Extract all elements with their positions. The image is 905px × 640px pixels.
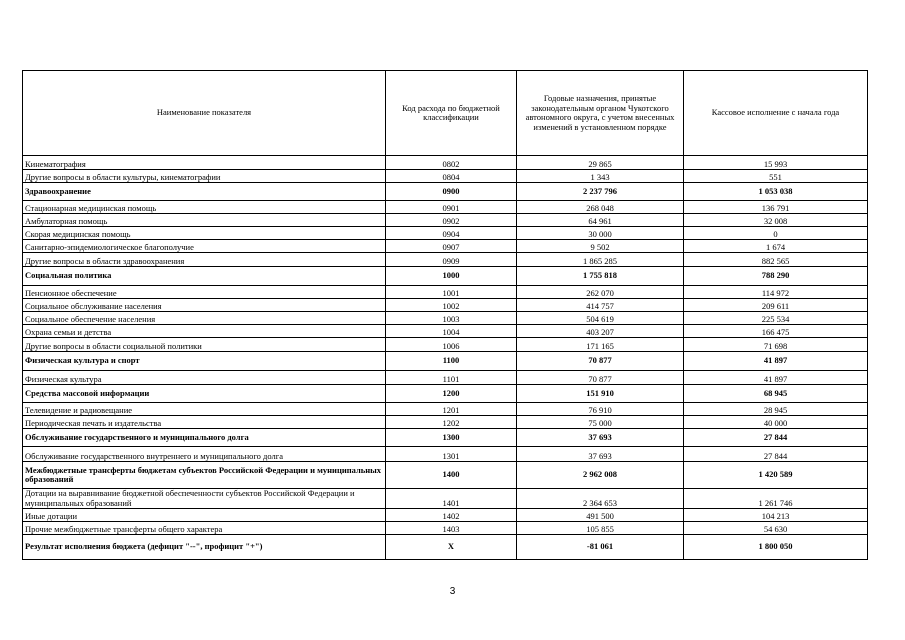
header-planned: Годовые назначения, принятые законодательным органом Чукотского автономного округа, с учетом внесенных изменений в установленном порядке	[517, 71, 684, 156]
cell-name: Пенсионное обеспечение	[23, 286, 386, 299]
cell-executed: 209 611	[684, 299, 868, 312]
cell-name: Скорая медицинская помощь	[23, 227, 386, 240]
cell-planned: 1 755 818	[517, 267, 684, 286]
cell-planned: 414 757	[517, 299, 684, 312]
cell-executed: 41 897	[684, 352, 868, 371]
section-row	[23, 267, 868, 286]
cell-code: 1101	[386, 371, 517, 385]
cell-name: Обслуживание государственного и муниципального долга	[23, 429, 386, 447]
table-row	[23, 299, 868, 312]
cell-name: Другие вопросы в области культуры, кинематографии	[23, 170, 386, 183]
cell-executed: 41 897	[684, 371, 868, 385]
cell-code: 0904	[386, 227, 517, 240]
cell-planned: 403 207	[517, 325, 684, 338]
cell-name: Физическая культура	[23, 371, 386, 385]
cell-executed: 136 791	[684, 201, 868, 214]
cell-executed: 1 053 038	[684, 183, 868, 201]
section-row	[23, 385, 868, 403]
cell-code: X	[386, 535, 517, 560]
cell-code: 1006	[386, 338, 517, 352]
cell-name: Периодическая печать и издательства	[23, 416, 386, 429]
cell-planned: -81 061	[517, 535, 684, 560]
cell-planned: 70 877	[517, 371, 684, 385]
table-row	[23, 447, 868, 462]
cell-code: 1401	[386, 489, 517, 509]
cell-name: Межбюджетные трансферты бюджетам субъектов Российской Федерации и муниципальных образований	[23, 462, 386, 489]
cell-planned: 30 000	[517, 227, 684, 240]
cell-executed: 1 261 746	[684, 489, 868, 509]
cell-executed: 32 008	[684, 214, 868, 227]
cell-executed: 225 534	[684, 312, 868, 325]
cell-executed: 114 972	[684, 286, 868, 299]
cell-name: Амбулаторная помощь	[23, 214, 386, 227]
cell-executed: 882 565	[684, 253, 868, 267]
cell-code: 1200	[386, 385, 517, 403]
table-row	[23, 416, 868, 429]
cell-planned: 29 865	[517, 156, 684, 170]
cell-executed: 15 993	[684, 156, 868, 170]
cell-name: Дотации на выравнивание бюджетной обеспеченности субъектов Российской Федерации и муниципальных образований	[23, 489, 386, 509]
cell-name: Другие вопросы в области социальной политики	[23, 338, 386, 352]
table-body	[23, 156, 868, 560]
cell-executed: 0	[684, 227, 868, 240]
cell-name: Другие вопросы в области здравоохранения	[23, 253, 386, 267]
header-executed: Кассовое исполнение с начала года	[684, 71, 868, 156]
cell-name: Результат исполнения бюджета (дефицит "--", профицит "+")	[23, 535, 386, 560]
cell-executed: 166 475	[684, 325, 868, 338]
cell-planned: 70 877	[517, 352, 684, 371]
cell-executed: 40 000	[684, 416, 868, 429]
cell-code: 0804	[386, 170, 517, 183]
cell-code: 0901	[386, 201, 517, 214]
table-row	[23, 240, 868, 253]
table-row	[23, 489, 868, 509]
cell-planned: 2 364 653	[517, 489, 684, 509]
cell-code: 1001	[386, 286, 517, 299]
cell-name: Обслуживание государственного внутреннего и муниципального долга	[23, 447, 386, 462]
cell-planned: 75 000	[517, 416, 684, 429]
cell-executed: 104 213	[684, 509, 868, 522]
cell-planned: 37 693	[517, 447, 684, 462]
cell-name: Физическая культура и спорт	[23, 352, 386, 371]
cell-planned: 64 961	[517, 214, 684, 227]
table-row	[23, 371, 868, 385]
cell-executed: 71 698	[684, 338, 868, 352]
cell-code: 0909	[386, 253, 517, 267]
cell-name: Санитарно-эпидемиологическое благополучие	[23, 240, 386, 253]
table-row	[23, 338, 868, 352]
table-header-row	[23, 71, 868, 156]
cell-code: 1000	[386, 267, 517, 286]
cell-code: 1402	[386, 509, 517, 522]
header-code: Код расхода по бюджетной классификации	[386, 71, 517, 156]
section-row	[23, 352, 868, 371]
cell-code: 1004	[386, 325, 517, 338]
table-row	[23, 170, 868, 183]
cell-planned: 9 502	[517, 240, 684, 253]
cell-planned: 151 910	[517, 385, 684, 403]
cell-executed: 788 290	[684, 267, 868, 286]
table-row	[23, 522, 868, 535]
cell-name: Средства массовой информации	[23, 385, 386, 403]
table-row	[23, 325, 868, 338]
table-row	[23, 253, 868, 267]
cell-executed: 551	[684, 170, 868, 183]
section-row	[23, 429, 868, 447]
cell-planned: 262 070	[517, 286, 684, 299]
page-number: 3	[449, 586, 456, 597]
cell-name: Стационарная медицинская помощь	[23, 201, 386, 214]
cell-executed: 68 945	[684, 385, 868, 403]
cell-executed: 27 844	[684, 447, 868, 462]
cell-executed: 1 674	[684, 240, 868, 253]
cell-planned: 76 910	[517, 403, 684, 416]
section-row	[23, 535, 868, 560]
cell-name: Социальная политика	[23, 267, 386, 286]
cell-code: 0907	[386, 240, 517, 253]
cell-planned: 2 962 008	[517, 462, 684, 489]
cell-name: Социальное обслуживание населения	[23, 299, 386, 312]
cell-planned: 1 865 285	[517, 253, 684, 267]
cell-executed: 28 945	[684, 403, 868, 416]
cell-planned: 37 693	[517, 429, 684, 447]
cell-name: Телевидение и радиовещание	[23, 403, 386, 416]
cell-executed: 1 800 050	[684, 535, 868, 560]
table-row	[23, 227, 868, 240]
table-row	[23, 156, 868, 170]
table-row	[23, 509, 868, 522]
cell-planned: 1 343	[517, 170, 684, 183]
cell-name: Иные дотации	[23, 509, 386, 522]
table-row	[23, 286, 868, 299]
cell-code: 1400	[386, 462, 517, 489]
cell-planned: 171 165	[517, 338, 684, 352]
table-row	[23, 201, 868, 214]
cell-code: 0902	[386, 214, 517, 227]
cell-code: 1003	[386, 312, 517, 325]
cell-code: 1300	[386, 429, 517, 447]
cell-code: 1403	[386, 522, 517, 535]
budget-table	[22, 70, 868, 560]
cell-name: Кинематография	[23, 156, 386, 170]
table-row	[23, 403, 868, 416]
cell-code: 1301	[386, 447, 517, 462]
cell-name: Социальное обеспечение населения	[23, 312, 386, 325]
cell-code: 1202	[386, 416, 517, 429]
cell-code: 0802	[386, 156, 517, 170]
cell-planned: 491 500	[517, 509, 684, 522]
cell-planned: 105 855	[517, 522, 684, 535]
cell-code: 1100	[386, 352, 517, 371]
section-row	[23, 183, 868, 201]
section-row	[23, 462, 868, 489]
cell-planned: 2 237 796	[517, 183, 684, 201]
cell-name: Прочие межбюджетные трансферты общего характера	[23, 522, 386, 535]
cell-name: Охрана семьи и детства	[23, 325, 386, 338]
cell-code: 0900	[386, 183, 517, 201]
cell-code: 1002	[386, 299, 517, 312]
cell-name: Здравоохранение	[23, 183, 386, 201]
cell-planned: 504 619	[517, 312, 684, 325]
cell-executed: 27 844	[684, 429, 868, 447]
cell-executed: 54 630	[684, 522, 868, 535]
header-name: Наименование показателя	[23, 71, 386, 156]
table-row	[23, 214, 868, 227]
cell-planned: 268 048	[517, 201, 684, 214]
cell-code: 1201	[386, 403, 517, 416]
cell-executed: 1 420 589	[684, 462, 868, 489]
table-row	[23, 312, 868, 325]
